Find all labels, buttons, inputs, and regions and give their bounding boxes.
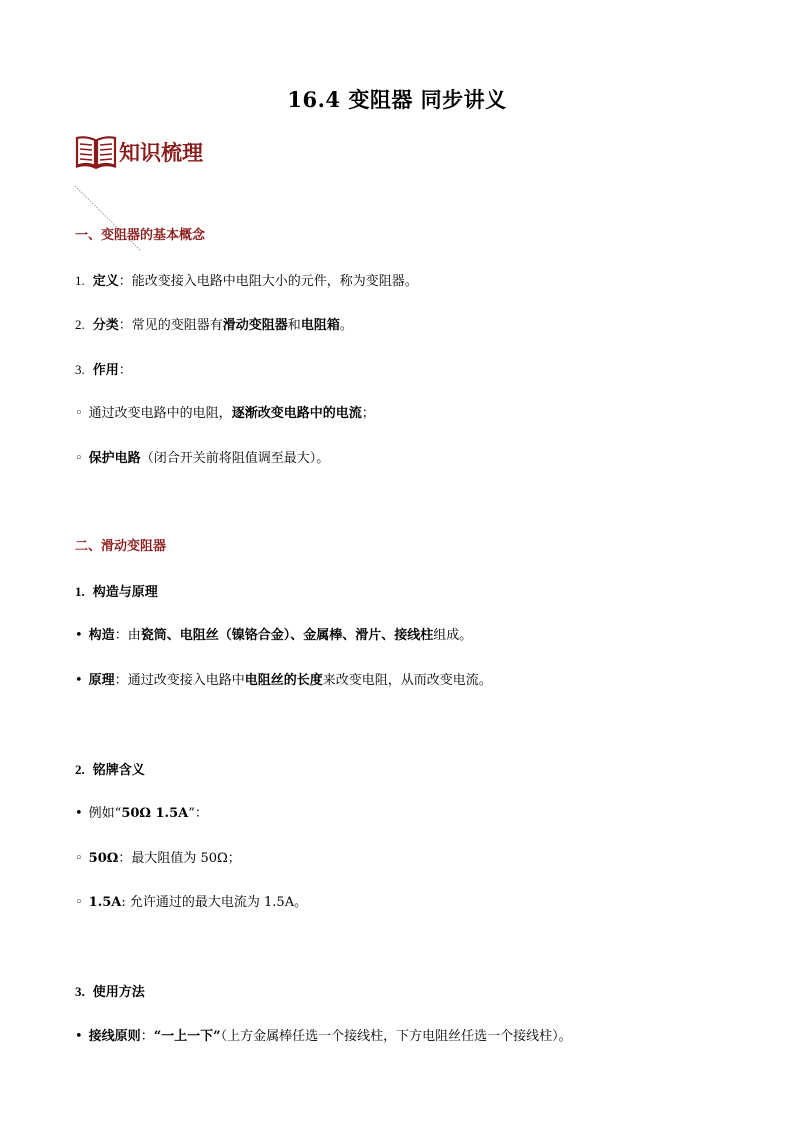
definition-text: ：能改变接入电路中电阻大小的元件，称为变阻器。 (118, 274, 418, 289)
function-sub-bold: 保护电路 (88, 451, 141, 466)
function-sub-item-2 (75, 450, 329, 468)
section-1-heading: 一、变阻器的基本概念 (75, 228, 206, 243)
function-sub-item-1 (75, 405, 375, 423)
section-header-label: 知识梳理 (119, 140, 203, 165)
sub-bullet: ◦ (75, 451, 83, 466)
classification-label: 分类 (92, 318, 119, 333)
structure-text: ：由 (114, 628, 141, 643)
item-number: 1. (75, 273, 85, 288)
item-number: 2. (75, 317, 85, 332)
principle-label: 原理 (88, 673, 115, 688)
subsection-title-text: 构造与原理 (92, 585, 158, 600)
example-end: ”： (188, 806, 208, 821)
sub-bullet: ◦ (75, 851, 83, 866)
current-rating-text: : 允许通过的最大电流为 1.5A。 (121, 895, 308, 910)
principle-text: ：通过改变接入电路中 (114, 673, 245, 688)
example-text: 例如“ (88, 806, 122, 821)
item-number: 2. (75, 762, 85, 777)
function-sub-text: 通过改变电路中的电阻， (88, 406, 232, 421)
principle-end: 来改变电阻，从而改变电流。 (322, 673, 492, 688)
resistance-rating-bold: 50Ω (88, 851, 119, 866)
sub-bullet: ◦ (75, 895, 83, 910)
item-number: 3. (75, 362, 85, 377)
sub-bullet: ◦ (75, 406, 83, 421)
bullet: • (75, 628, 83, 643)
wiring-item (75, 1028, 572, 1046)
function-label: 作用 (92, 363, 119, 378)
wiring-text: （上方金属棒任选一个接线柱，下方电阻丝任选一个接线柱）。 (220, 1029, 572, 1044)
function-colon: ： (118, 363, 132, 378)
section-header (75, 132, 203, 172)
subsection-3-title (75, 983, 145, 1002)
current-rating-item (75, 894, 307, 912)
bullet: • (75, 1029, 83, 1044)
example-bold: 50Ω 1.5A (121, 806, 189, 821)
classification-text: ：常见的变阻器有 (118, 318, 223, 333)
bullet: • (75, 673, 83, 688)
subsection-1-title (75, 583, 158, 602)
structure-item (75, 627, 472, 645)
subsection-title-text: 铭牌含义 (92, 763, 145, 778)
decorative-dotted-line (72, 184, 172, 264)
classification-text-2: 和 (287, 318, 301, 333)
function-sub-bold: 逐渐改变电路中的电流 (231, 406, 362, 421)
open-book-icon (75, 134, 117, 170)
classification-end: 。 (339, 318, 353, 333)
function-sub-end: ； (361, 406, 375, 421)
wiring-bold: “一上一下” (153, 1029, 221, 1044)
structure-end: 组成。 (433, 628, 473, 643)
example-item (75, 805, 208, 823)
principle-bold: 电阻丝的长度 (244, 673, 323, 688)
subsection-2-title (75, 761, 145, 780)
classification-item (75, 316, 353, 335)
bullet: • (75, 806, 83, 821)
subsection-title-text: 使用方法 (92, 985, 145, 1000)
function-sub-text: （闭合开关前将阻值调至最大）。 (140, 451, 330, 466)
classification-bold-2: 电阻箱 (300, 318, 340, 333)
item-number: 3. (75, 984, 85, 999)
item-number: 1. (75, 584, 85, 599)
structure-bold: 瓷筒、电阻丝（镍铬合金）、金属棒、滑片、接线柱 (140, 628, 434, 643)
structure-label: 构造 (88, 628, 115, 643)
principle-item (75, 672, 492, 690)
definition-label: 定义 (92, 274, 119, 289)
resistance-rating-item (75, 850, 241, 868)
classification-bold-1: 滑动变阻器 (222, 318, 288, 333)
resistance-rating-text: ：最大阻值为 50Ω； (118, 851, 241, 866)
document-title: 16.4 变阻器 同步讲义 (287, 87, 507, 112)
current-rating-bold: 1.5A (88, 895, 122, 910)
section-2-heading: 二、滑动变阻器 (75, 539, 167, 554)
function-item (75, 361, 132, 380)
definition-item (75, 272, 418, 291)
wiring-colon: ： (140, 1029, 154, 1044)
wiring-label: 接线原则 (88, 1029, 141, 1044)
